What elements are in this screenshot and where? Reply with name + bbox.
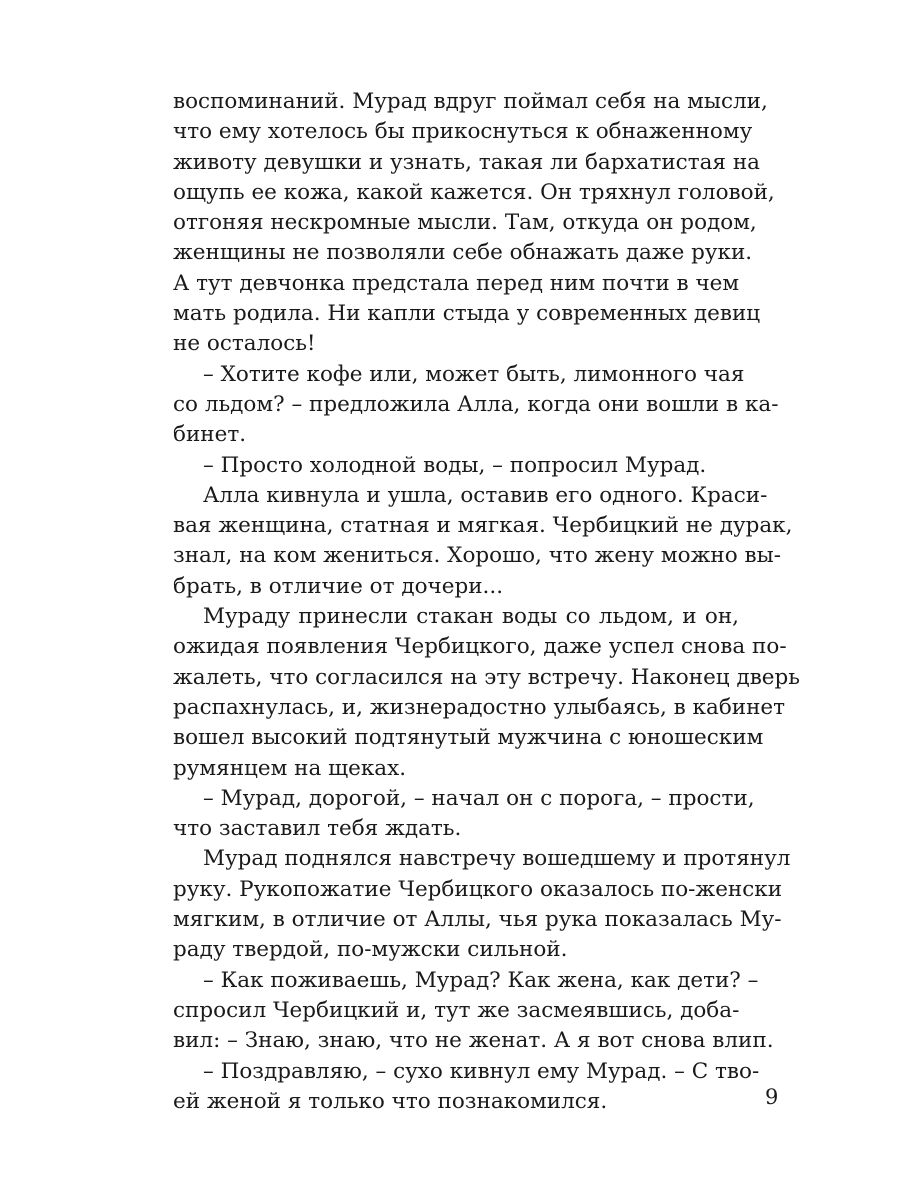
- text-line: спросил Чербицкий и, тут же засмеявшись, доба-: [173, 997, 740, 1023]
- page-body-text: [173, 87, 800, 1117]
- text-line: воспоминаний. Мурад вдруг поймал себя на мысли,: [173, 89, 768, 114]
- text-line: ожидая появления Чербицкого, даже успел снова по-: [173, 634, 787, 660]
- text-line: Алла кивнула и ушла, оставив его одного. Краси-: [203, 482, 768, 508]
- text-line: женщины не позволяли себе обнажать даже руки.: [173, 240, 753, 266]
- text-line: со льдом? – предложила Алла, когда они вошли в ка-: [173, 391, 779, 417]
- text-line: жалеть, что согласился на эту встречу. Наконец дверь: [173, 664, 800, 690]
- text-line: вая женщина, статная и мягкая. Чербицкий не дурак,: [173, 513, 793, 539]
- text-line: – Просто холодной воды, – попросил Мурад.: [203, 452, 707, 478]
- text-line: бинет.: [173, 422, 247, 448]
- text-line: отгоняя нескромные мысли. Там, откуда он родом,: [173, 210, 757, 236]
- text-line: распахнулась, и, жизнерадостно улыбаясь, в кабинет: [173, 694, 786, 720]
- text-line: румянцем на щеках.: [173, 755, 407, 781]
- text-line: – Хотите кофе или, может быть, лимонного чая: [203, 361, 745, 387]
- text-line: брать, в отличие от дочери...: [173, 573, 504, 599]
- text-line: А тут девчонка предстала перед ним почти в чем: [173, 270, 740, 296]
- text-line: руку. Рукопожатие Чербицкого оказалось по-женски: [173, 876, 783, 902]
- text-line: мягким, в отличие от Аллы, чья рука показалась Му-: [173, 907, 782, 933]
- text-line: раду твердой, по-мужски сильной.: [173, 937, 568, 963]
- text-line: знал, на ком жениться. Хорошо, что жену можно вы-: [173, 543, 781, 569]
- text-line: что ему хотелось бы прикоснуться к обнаженному: [173, 119, 753, 145]
- text-line: животу девушки и узнать, такая ли бархатистая на: [173, 149, 760, 175]
- text-line: – Поздравляю, – сухо кивнул ему Мурад. – С тво-: [203, 1058, 760, 1084]
- text-line: не осталось!: [173, 331, 316, 357]
- page-number: 9: [765, 1085, 779, 1109]
- text-line: – Мурад, дорогой, – начал он с порога, – прости,: [203, 785, 755, 811]
- text-line: Мураду принесли стакан воды со льдом, и он,: [203, 604, 739, 630]
- text-line: Мурад поднялся навстречу вошедшему и протянул: [203, 846, 791, 872]
- text-line: что заставил тебя ждать.: [173, 816, 462, 842]
- text-line: – Как поживаешь, Мурад? Как жена, как дети? –: [203, 967, 759, 993]
- text-line: ей женой я только что познакомился.: [173, 1088, 608, 1114]
- text-line: вошел высокий подтянутый мужчина с юношеским: [173, 725, 764, 751]
- text-line: ощупь ее кожа, какой кажется. Он тряхнул головой,: [173, 179, 775, 205]
- text-line: вил: – Знаю, знаю, что не женат. А я вот снова влип.: [173, 1028, 774, 1054]
- text-line: мать родила. Ни капли стыда у современных девиц: [173, 301, 761, 327]
